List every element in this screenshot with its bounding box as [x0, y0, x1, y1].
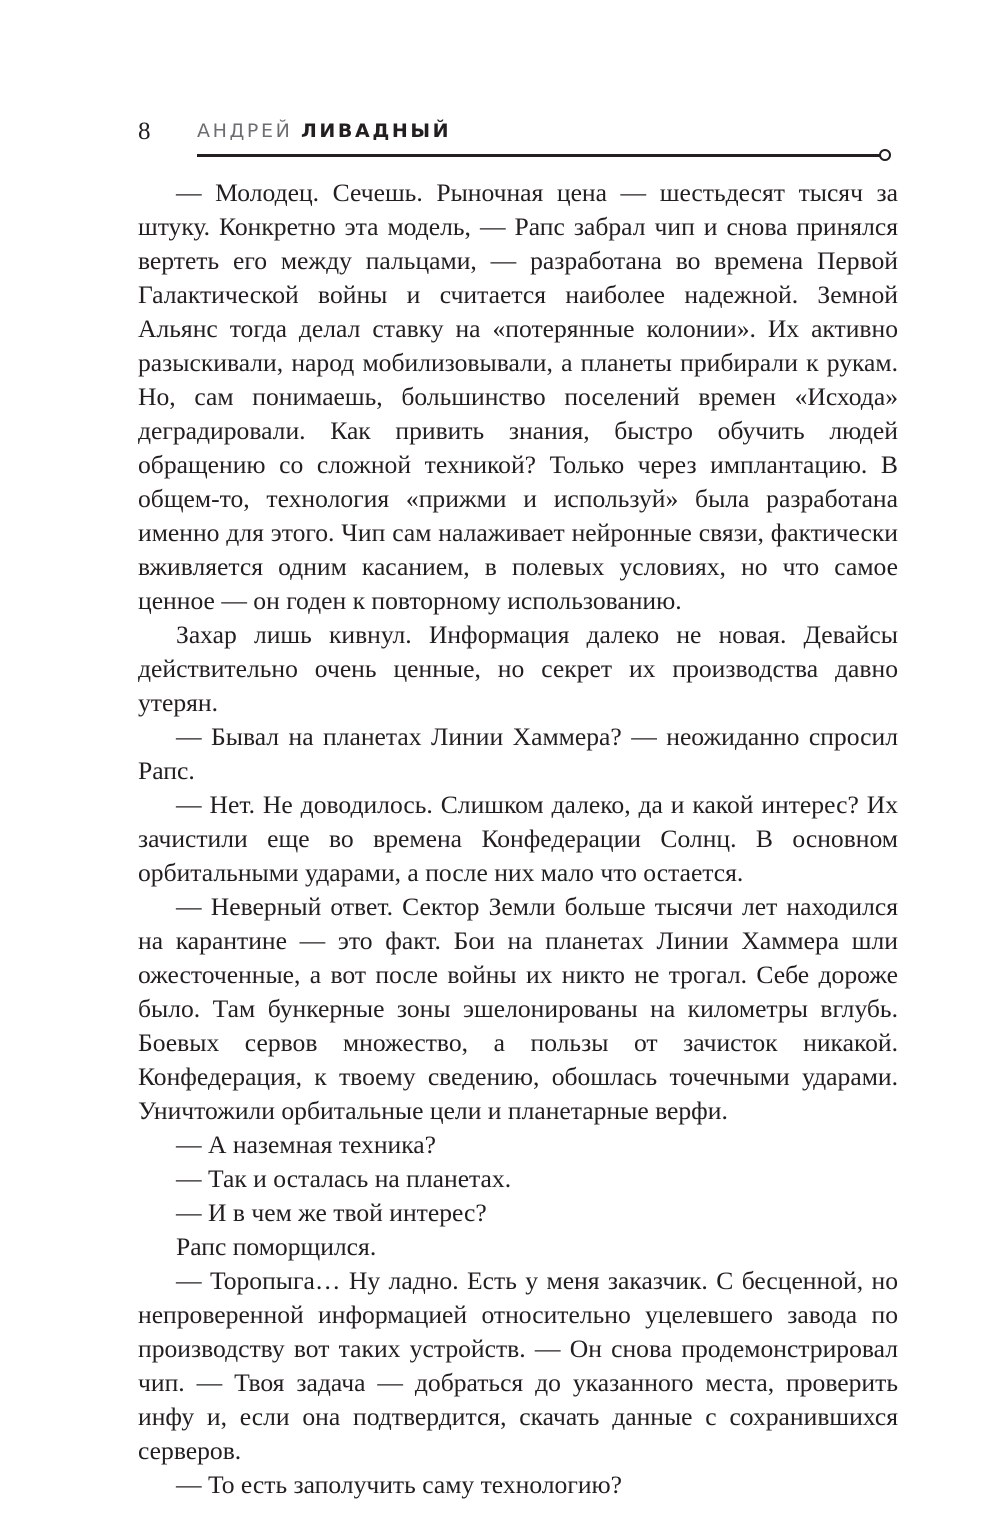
- paragraph: — Так и осталась на планетах.: [176, 1164, 512, 1193]
- header-rule-end-circle: [879, 149, 891, 161]
- paragraph: — Нет. Не доводилось. Слишком далеко, да и какой интерес? Их зачистили еще во времена Конфедерации Солнц. В основном орбитальными ударами, а после них мало что остается.: [138, 790, 898, 887]
- body-text: [138, 176, 898, 1502]
- paragraph: — То есть заполучить саму технологию?: [176, 1470, 623, 1499]
- header-rule: [197, 154, 881, 157]
- paragraph: — Бывал на планетах Линии Хаммера? — неожиданно спросил Рапс.: [138, 722, 898, 785]
- running-header: [138, 114, 898, 164]
- paragraph: — А наземная техника?: [176, 1130, 436, 1159]
- paragraph: — Торопыга… Ну ладно. Есть у меня заказчик. С бесценной, но непроверенной информацией относительно уцелевшего завода по производству вот таких устройств. — Он снова продемонстрировал чип. — Твоя задача — добраться до указанного места, проверить инфу и, если она подтвердится, скачать данные с сохранившихся серверов.: [138, 1266, 898, 1465]
- author-first-name: АНДРЕЙ: [197, 120, 293, 142]
- author-last-name: ЛИВАДНЫЙ: [301, 120, 452, 142]
- paragraph: Захар лишь кивнул. Информация далеко не новая. Девайсы действительно очень ценные, но секрет их производства давно утерян.: [138, 620, 898, 717]
- paragraph: — И в чем же твой интерес?: [176, 1198, 487, 1227]
- page-number: 8: [138, 118, 151, 145]
- author-name: [197, 120, 451, 142]
- paragraph: — Молодец. Сечешь. Рыночная цена — шестьдесят тысяч за штуку. Конкретно эта модель, — Рапс забрал чип и снова принялся вертеть его между пальцами, — разработана во времена Первой Галактической войны и считается наиболее надежной. Земной Альянс тогда делал ставку на «потерянные колонии». Их активно разыскивали, народ мобилизовывали, а планеты прибирали к рукам. Но, сам понимаешь, большинство поселений времен «Исхода» деградировали. Как привить знания, быстро обучить людей обращению со сложной техникой? Только через имплантацию. В общем-то, технология «прижми и используй» была разработана именно для этого. Чип сам налаживает нейронные связи, фактически вживляется одним касанием, в полевых условиях, но что самое ценное — он годен к повторному использованию.: [138, 178, 898, 615]
- paragraph: — Неверный ответ. Сектор Земли больше тысячи лет находился на карантине — это факт. Бои на планетах Линии Хаммера шли ожесточенные, а вот после войны их никто не трогал. Себе дороже было. Там бункерные зоны эшелонированы на километры вглубь. Боевых сервов множество, а пользы от зачисток никакой. Конфедерация, к твоему сведению, обошлась точечными ударами. Уничтожили орбитальные цели и планетарные верфи.: [138, 892, 898, 1125]
- paragraph: Рапс поморщился.: [176, 1232, 377, 1261]
